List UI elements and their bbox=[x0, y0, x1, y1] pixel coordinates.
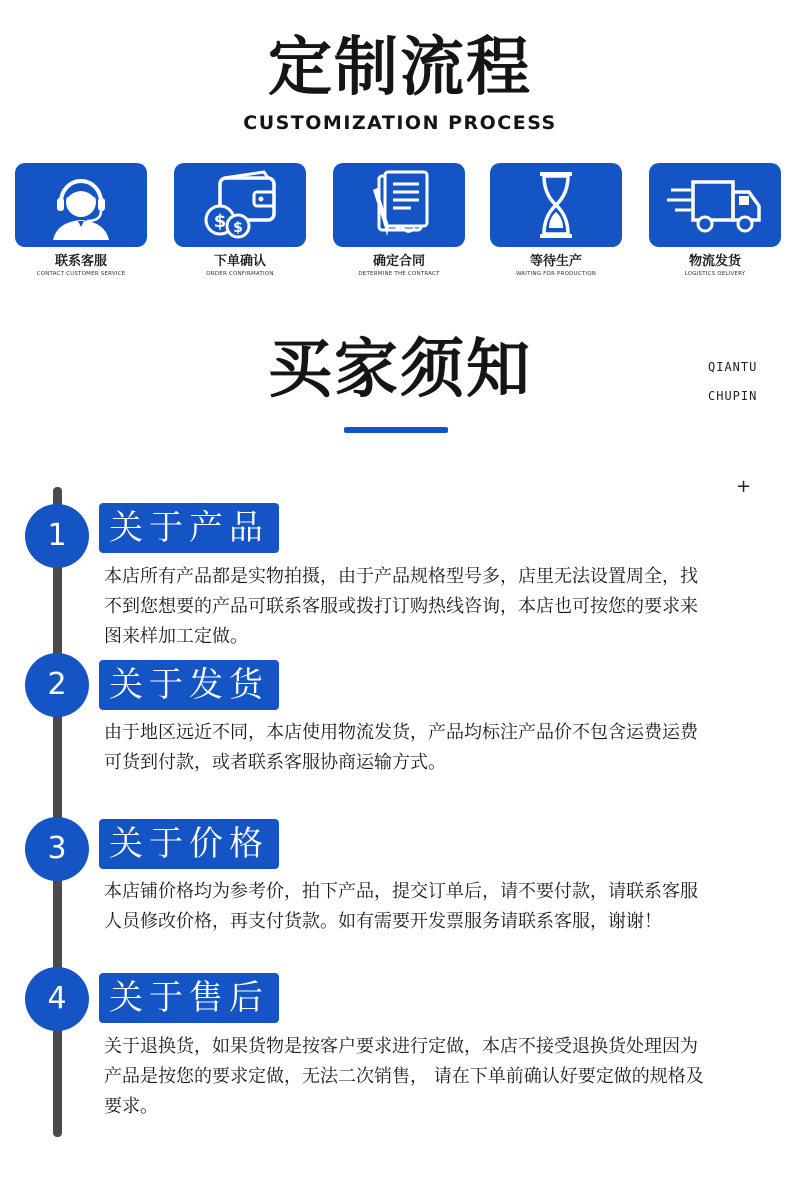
step-order bbox=[174, 163, 306, 278]
section-body: 本店所有产品都是实物拍摄，由于产品规格型号多，店里无法设置周全，找不到您想要的产品可联系客服或拨打订购热线咨询，本店也可按您的要求来图来样加工定做。 bbox=[104, 566, 698, 647]
step-production bbox=[490, 163, 622, 278]
process-steps bbox=[15, 163, 785, 293]
step-icon-box bbox=[490, 163, 622, 247]
step-icon-box bbox=[174, 163, 306, 247]
step-label: 联系客服 bbox=[54, 254, 107, 269]
brand-text-line1: QIANTU bbox=[708, 360, 758, 374]
step-en-label: ORDER CONFIRMATION bbox=[206, 271, 274, 277]
step-label: 物流发货 bbox=[688, 254, 741, 269]
section-body: 本店铺价格均为参考价，拍下产品，提交订单后，请不要付款，请联系客服人员修改价格，再支付货款。如有需要开发票服务请联系客服，谢谢！ bbox=[104, 881, 698, 932]
step-en-label: LOGISTICS DELIVERY bbox=[684, 271, 746, 277]
step-icon-box bbox=[333, 163, 465, 247]
section-title: 关于售后 bbox=[99, 973, 279, 1023]
svg-text:$: $ bbox=[233, 220, 243, 236]
section-title: 关于发货 bbox=[99, 660, 279, 710]
section-number: 2 bbox=[25, 653, 89, 717]
section-title: 关于价格 bbox=[99, 819, 279, 869]
customer-service-icon bbox=[31, 168, 131, 242]
notice-title: 买家须知 bbox=[268, 333, 532, 407]
step-label: 确定合同 bbox=[372, 254, 425, 269]
section-number: 1 bbox=[25, 504, 89, 568]
step-en-label: WAITING FOR PRODUCTION bbox=[515, 271, 597, 277]
process-subtitle: CUSTOMIZATION PROCESS bbox=[243, 112, 557, 134]
section-number: 4 bbox=[25, 967, 89, 1031]
process-title: 定制流程 bbox=[268, 31, 532, 105]
brand-text-line2: CHUPIN bbox=[708, 389, 758, 403]
title-underline bbox=[344, 427, 448, 433]
section-body: 关于退换货，如果货物是按客户要求进行定做，本店不接受退换货处理因为产品是按您的要求定做，无法二次销售， 请在下单前确认好要定做的规格及要求。 bbox=[104, 1036, 704, 1117]
step-en-label: DETERMINE THE CONTRACT bbox=[358, 271, 440, 277]
section-body: 由于地区远近不同，本店使用物流发货，产品均标注产品价不包含运费运费可货到付款，或者联系客服协商运输方式。 bbox=[104, 722, 698, 773]
delivery-truck-icon bbox=[665, 168, 765, 242]
step-icon-box bbox=[649, 163, 781, 247]
step-contact bbox=[15, 163, 147, 278]
contract-document-icon bbox=[349, 168, 449, 242]
timeline-line bbox=[53, 487, 62, 1137]
svg-text:$: $ bbox=[213, 211, 227, 232]
step-en-label: CONTACT CUSTOMER SERVICE bbox=[36, 271, 126, 277]
step-contract bbox=[333, 163, 465, 278]
step-icon-box bbox=[15, 163, 147, 247]
step-label: 等待生产 bbox=[529, 254, 582, 269]
plus-icon: + bbox=[736, 476, 752, 497]
section-number: 3 bbox=[25, 817, 89, 881]
section-title: 关于产品 bbox=[99, 503, 279, 553]
wallet-coins-icon bbox=[190, 168, 290, 242]
step-label: 下单确认 bbox=[213, 254, 266, 269]
step-delivery bbox=[649, 163, 781, 278]
hourglass-icon bbox=[506, 168, 606, 242]
